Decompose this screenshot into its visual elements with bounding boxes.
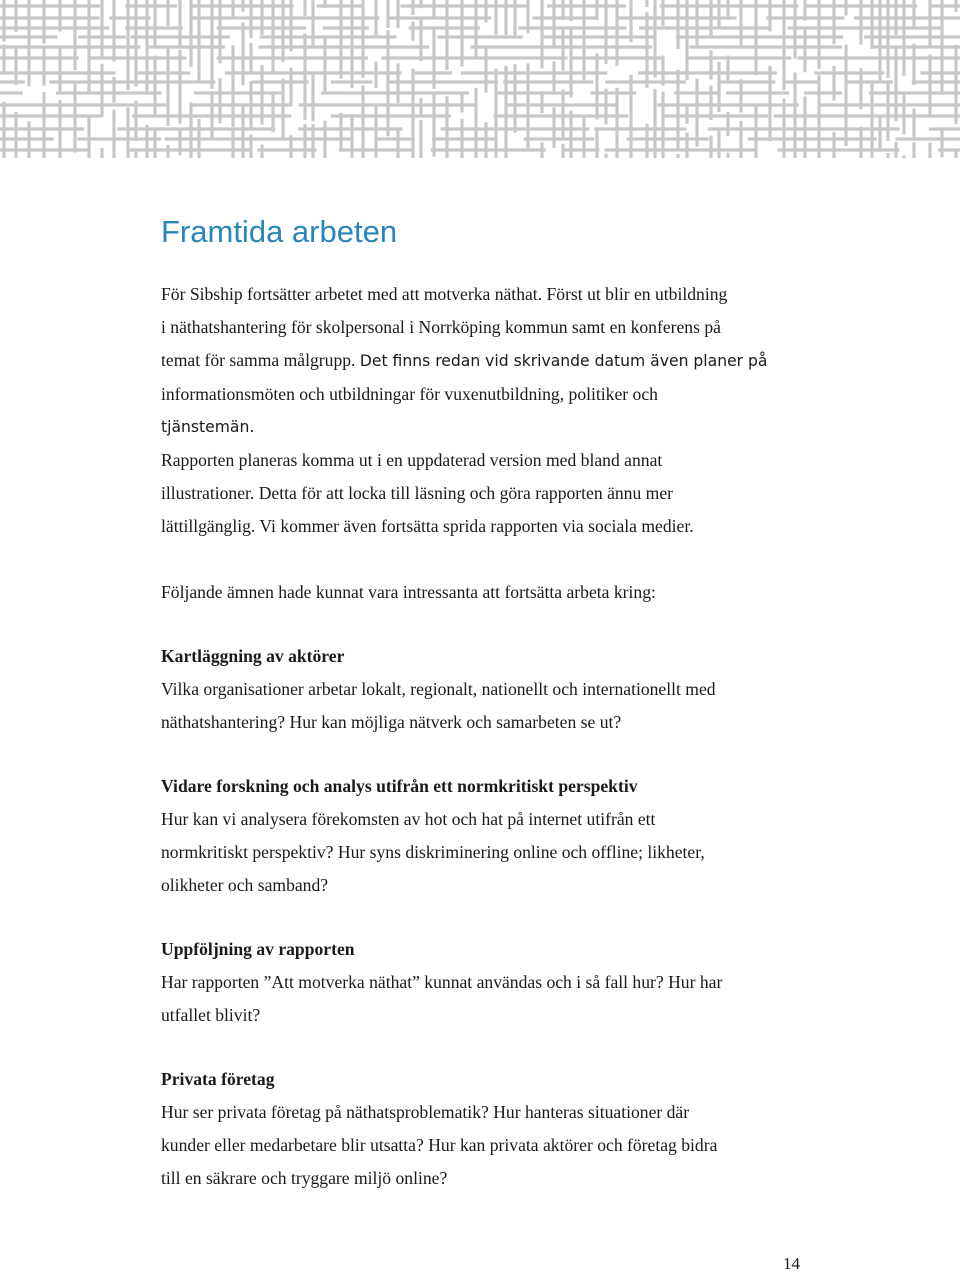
- topic-body: [161, 1096, 811, 1195]
- intro-line: För Sibship fortsätter arbetet med att motverka näthat. Först ut blir en utbildning: [161, 284, 728, 304]
- page-title: Framtida arbeten: [161, 214, 398, 249]
- topic-line: Vilka organisationer arbetar lokalt, regionalt, nationellt och internationellt med: [161, 679, 716, 699]
- topic-line: kunder eller medarbetare blir utsatta? Hur kan privata aktörer och företag bidra: [161, 1135, 718, 1155]
- topic-line: Hur ser privata företag på näthatsproblematik? Hur hanteras situationer där: [161, 1102, 690, 1122]
- intro-line: tjänstemän.: [161, 418, 255, 436]
- topic-line: Hur kan vi analysera förekomsten av hot och hat på internet utifrån ett: [161, 809, 656, 829]
- topic-heading: Privata företag: [161, 1069, 275, 1089]
- decorative-grid-pattern: [0, 0, 960, 158]
- topic-line: olikheter och samband?: [161, 875, 329, 895]
- topic-line: utfallet blivit?: [161, 1005, 261, 1025]
- topic-heading: Uppföljning av rapporten: [161, 939, 355, 959]
- intro-line-part: Det finns redan vid skrivande datum även planer på: [359, 352, 768, 370]
- page-number: 14: [783, 1254, 800, 1273]
- topic-section: [161, 640, 811, 739]
- topics-lead: Följande ämnen hade kunnat vara intressanta att fortsätta arbeta kring:: [161, 582, 656, 602]
- topic-heading: Vidare forskning och analys utifrån ett normkritiskt perspektiv: [161, 776, 638, 796]
- topic-line: Har rapporten ”Att motverka näthat” kunnat användas och i så fall hur? Hur har: [161, 972, 723, 992]
- topic-section: [161, 933, 811, 1032]
- intro-paragraph: [161, 278, 811, 543]
- topic-body: [161, 803, 811, 902]
- intro-line: i näthatshantering för skolpersonal i Norrköping kommun samt en konferens på: [161, 317, 721, 337]
- intro-line: lättillgänglig. Vi kommer även fortsätta sprida rapporten via sociala medier.: [161, 516, 694, 536]
- topic-section: [161, 1063, 811, 1195]
- topic-section: [161, 770, 811, 902]
- topic-heading: Kartläggning av aktörer: [161, 646, 345, 666]
- intro-line: Rapporten planeras komma ut i en uppdaterad version med bland annat: [161, 450, 663, 470]
- page-content: [161, 208, 811, 1195]
- intro-line-part: temat för samma målgrupp.: [161, 350, 360, 370]
- intro-line: illustrationer. Detta för att locka till läsning och göra rapporten ännu mer: [161, 483, 674, 503]
- topic-body: [161, 673, 811, 739]
- intro-line: informationsmöten och utbildningar för vuxenutbildning, politiker och: [161, 384, 658, 404]
- topic-body: [161, 966, 811, 1032]
- intro-line: [161, 344, 811, 378]
- topic-line: normkritiskt perspektiv? Hur syns diskriminering online och offline; likheter,: [161, 842, 705, 862]
- topic-line: till en säkrare och tryggare miljö online?: [161, 1168, 448, 1188]
- topic-line: näthatshantering? Hur kan möjliga nätverk och samarbeten se ut?: [161, 712, 622, 732]
